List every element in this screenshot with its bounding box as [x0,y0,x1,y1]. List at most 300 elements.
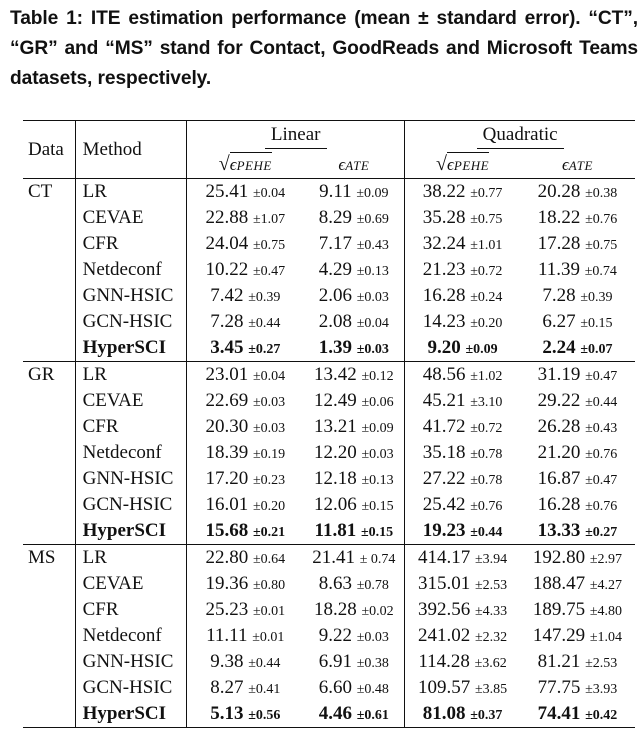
mean-value: 32.24 [422,233,466,254]
mean-value: 11.81 [314,520,357,541]
linear-ate-cell [303,440,404,466]
dataset-label [23,440,75,466]
dataset-label [23,492,75,518]
table-row [23,571,635,597]
mean-value: 414.17 [417,547,471,568]
dataset-label [23,701,75,728]
table-row [23,283,635,309]
linear-pehe-cell [187,571,304,597]
std-error-value: ±0.77 [470,186,503,201]
std-error-value: ±2.97 [589,552,623,567]
std-error-value: ±0.76 [585,447,618,462]
method-name: CEVAE [75,571,187,597]
std-error-value: ±0.03 [361,447,394,462]
dataset-label [23,675,75,701]
dataset-label [23,414,75,440]
dataset-label: GR [23,362,75,389]
mean-value: 8.27 [210,677,244,698]
mean-value: 3.45 [210,337,244,358]
table-row [23,257,635,283]
mean-value: 2.08 [318,311,352,332]
mean-value: 12.18 [313,468,357,489]
mean-value: 9.20 [427,337,461,358]
std-error-value: ±0.78 [470,447,503,462]
mean-value: 35.18 [422,442,466,463]
results-table-container [23,120,635,728]
quadratic-pehe-cell [405,179,520,206]
mean-value: 4.29 [318,259,352,280]
std-error-value: ±0.75 [470,212,503,227]
quadratic-pehe-cell [405,492,520,518]
std-error-value: ±4.27 [589,578,623,593]
table-row [23,649,635,675]
linear-pehe-cell [187,362,304,389]
mean-value: 13.42 [313,364,357,385]
std-error-value: ±0.06 [361,395,394,410]
dataset-label [23,466,75,492]
dataset-label [23,597,75,623]
quadratic-ate-cell [520,257,635,283]
mean-value: 18.28 [313,599,357,620]
quadratic-pehe-cell [405,440,520,466]
table-row [23,388,635,414]
mean-value: 16.28 [537,494,581,515]
std-error-value: ±0.43 [585,421,618,436]
std-error-value: ±0.47 [252,264,286,279]
linear-pehe-cell [187,309,304,335]
mean-value: 7.28 [210,311,244,332]
quadratic-ate-cell [520,179,635,206]
mean-value: 31.19 [537,364,581,385]
std-error-value: ±1.04 [589,630,623,645]
std-error-value: ±2.53 [474,578,508,593]
dataset-label [23,205,75,231]
std-error-value: ±0.44 [248,316,281,331]
mean-value: 22.88 [205,207,249,228]
quadratic-ate-cell [520,231,635,257]
std-error-value: ±0.27 [248,342,281,357]
linear-ate-cell [303,283,404,309]
mean-value: 22.80 [205,547,249,568]
table-caption: Table 1: ITE estimation performance (mean ± standard error). “CT”, “GR” and “MS” stand for Contact, GoodReads and Microsoft Teams datasets, respectively. [10,8,638,89]
std-error-value: ±0.72 [470,421,503,436]
mean-value: 147.29 [532,625,586,646]
std-error-value: ±0.19 [252,447,286,462]
mean-value: 21.20 [537,442,581,463]
mean-value: 18.22 [537,207,581,228]
std-error-value: ±0.69 [356,212,389,227]
dataset-label [23,309,75,335]
header-quadratic-pehe: √ϵPEHE [405,151,520,179]
std-error-value: ±0.04 [356,316,389,331]
std-error-value: ±0.37 [470,708,503,723]
linear-ate-cell [303,231,404,257]
method-name: GCN-HSIC [75,675,187,701]
mean-value: 2.24 [542,337,576,358]
std-error-value: ±0.38 [585,186,618,201]
linear-pehe-cell [187,701,304,728]
std-error-value: ±0.76 [585,499,618,514]
method-name: CFR [75,597,187,623]
mean-value: 81.21 [537,651,581,672]
dataset-label: CT [23,179,75,206]
std-error-value: ±3.85 [474,682,508,697]
std-error-value: ±0.03 [356,290,389,305]
linear-ate-cell [303,701,404,728]
quadratic-pehe-cell [405,257,520,283]
method-name: LR [75,545,187,572]
mean-value: 7.42 [210,285,244,306]
std-error-value: ±0.41 [248,682,281,697]
std-error-value: ±0.80 [252,578,286,593]
std-error-value: ±0.09 [356,186,389,201]
quadratic-ate-cell [520,205,635,231]
std-error-value: ±0.13 [356,264,389,279]
quadratic-pehe-cell [405,466,520,492]
mean-value: 25.42 [422,494,466,515]
mean-value: 11.39 [537,259,580,280]
std-error-value: ±4.80 [589,604,623,619]
linear-ate-cell [303,675,404,701]
mean-value: 38.22 [422,181,466,202]
mean-value: 11.11 [206,625,248,646]
quadratic-ate-cell [520,492,635,518]
std-error-value: ±0.12 [361,369,394,384]
quadratic-ate-cell [520,440,635,466]
linear-ate-cell [303,518,404,545]
header-linear-label: Linear [265,124,327,149]
dataset-label: MS [23,545,75,572]
mean-value: 14.23 [422,311,466,332]
quadratic-pehe-cell [405,623,520,649]
std-error-value: ±1.01 [470,238,503,253]
mean-value: 35.28 [422,207,466,228]
std-error-value: ±0.56 [248,708,281,723]
mean-value: 20.28 [537,181,581,202]
quadratic-pehe-cell [405,701,520,728]
dataset-label [23,335,75,362]
quadratic-pehe-cell [405,309,520,335]
quadratic-ate-cell [520,518,635,545]
std-error-value: ±0.03 [356,342,389,357]
mean-value: 109.57 [417,677,471,698]
mean-value: 27.22 [422,468,466,489]
dataset-label [23,571,75,597]
linear-ate-cell [303,466,404,492]
mean-value: 7.17 [318,233,352,254]
linear-pehe-cell [187,440,304,466]
method-name: Netdeconf [75,440,187,466]
quadratic-ate-cell [520,388,635,414]
dataset-label [23,518,75,545]
quadratic-pehe-cell [405,335,520,362]
method-name: GCN-HSIC [75,492,187,518]
mean-value: 20.30 [205,416,249,437]
header-quadratic-label: Quadratic [477,124,564,149]
table-row [23,231,635,257]
quadratic-pehe-cell [405,414,520,440]
header-quadratic [405,121,635,152]
linear-ate-cell [303,597,404,623]
method-name: CEVAE [75,388,187,414]
linear-ate-cell [303,309,404,335]
mean-value: 48.56 [422,364,466,385]
std-error-value: ±0.15 [360,525,394,540]
quadratic-ate-cell [520,414,635,440]
table-row [23,335,635,362]
table-row [23,545,635,572]
std-error-value: ±0.78 [470,473,503,488]
quadratic-pehe-cell [405,571,520,597]
std-error-value: ±4.33 [474,604,508,619]
mean-value: 21.23 [422,259,466,280]
mean-value: 12.49 [313,390,357,411]
mean-value: 81.08 [422,703,466,724]
linear-pehe-cell [187,492,304,518]
quadratic-ate-cell [520,623,635,649]
linear-ate-cell [303,179,404,206]
table-row [23,179,635,206]
mean-value: 12.06 [313,494,357,515]
std-error-value: ±0.38 [356,656,389,671]
std-error-value: ±0.04 [252,186,286,201]
linear-pehe-cell [187,231,304,257]
method-name: HyperSCI [75,335,187,362]
linear-ate-cell [303,257,404,283]
mean-value: 13.33 [537,520,581,541]
table-row [23,518,635,545]
mean-value: 29.22 [537,390,581,411]
std-error-value: ±3.10 [470,395,503,410]
mean-value: 8.63 [318,573,352,594]
quadratic-pehe-cell [405,205,520,231]
mean-value: 74.41 [537,703,581,724]
mean-value: 9.38 [210,651,244,672]
std-error-value: ±0.01 [252,630,285,645]
std-error-value: ±0.75 [585,238,618,253]
method-name: CEVAE [75,205,187,231]
mean-value: 6.91 [318,651,352,672]
mean-value: 21.41 [312,547,355,568]
mean-value: 9.11 [319,181,352,202]
method-name: GNN-HSIC [75,649,187,675]
mean-value: 18.39 [205,442,249,463]
linear-pehe-cell [187,257,304,283]
quadratic-ate-cell [520,545,635,572]
std-error-value: ±0.03 [252,421,286,436]
mean-value: 12.20 [313,442,357,463]
quadratic-ate-cell [520,362,635,389]
std-error-value: ± 0.74 [359,552,396,567]
mean-value: 192.80 [532,547,586,568]
std-error-value: ±0.13 [361,473,394,488]
linear-pehe-cell [187,335,304,362]
linear-ate-cell [303,388,404,414]
quadratic-pehe-cell [405,362,520,389]
mean-value: 6.60 [318,677,352,698]
mean-value: 15.68 [205,520,249,541]
std-error-value: ±3.94 [474,552,508,567]
std-error-value: ±2.53 [585,656,618,671]
std-error-value: ±0.43 [356,238,389,253]
table-body [23,179,635,728]
table-row [23,675,635,701]
quadratic-pehe-cell [405,649,520,675]
mean-value: 2.06 [318,285,352,306]
mean-value: 114.28 [418,651,470,672]
table-row [23,362,635,389]
mean-value: 26.28 [537,416,581,437]
mean-value: 77.75 [537,677,581,698]
method-name: LR [75,179,187,206]
std-error-value: ±0.61 [356,708,389,723]
mean-value: 17.28 [537,233,581,254]
method-name: CFR [75,231,187,257]
mean-value: 41.72 [422,416,466,437]
std-error-value: ±0.21 [252,525,286,540]
table-row [23,623,635,649]
mean-value: 392.56 [417,599,471,620]
header-quadratic-ate: ϵATE [561,154,593,174]
mean-value: 19.36 [205,573,249,594]
linear-pehe-cell [187,597,304,623]
table-row [23,309,635,335]
std-error-value: ±0.48 [356,682,389,697]
std-error-value: ±0.75 [252,238,286,253]
std-error-value: ±0.39 [248,290,281,305]
std-error-value: ±0.47 [585,473,618,488]
table-row [23,205,635,231]
quadratic-pehe-cell [405,231,520,257]
std-error-value: ±0.76 [585,212,618,227]
linear-ate-cell [303,414,404,440]
std-error-value: ±0.74 [584,264,617,279]
header-linear-pehe: √ϵPEHE [187,151,304,179]
mean-value: 19.23 [422,520,466,541]
std-error-value: ±0.02 [361,604,394,619]
linear-ate-cell [303,623,404,649]
linear-pehe-cell [187,649,304,675]
quadratic-pehe-cell [405,675,520,701]
std-error-value: ±1.07 [252,212,286,227]
linear-ate-cell [303,545,404,572]
std-error-value: ±0.03 [356,630,389,645]
quadratic-ate-cell [520,675,635,701]
std-error-value: ±0.44 [585,395,618,410]
std-error-value: ±0.44 [248,656,281,671]
std-error-value: ±0.76 [470,499,503,514]
std-error-value: ±0.27 [585,525,618,540]
std-error-value: ±0.15 [580,316,613,331]
table-row [23,414,635,440]
std-error-value: ±3.62 [474,656,507,671]
sqrt-symbol: √ [218,153,230,175]
mean-value: 241.02 [417,625,471,646]
linear-pehe-cell [187,623,304,649]
std-error-value: ±0.72 [470,264,503,279]
std-error-value: ±0.09 [465,342,498,357]
ite-results-table [23,120,635,728]
table-row [23,440,635,466]
mean-value: 25.23 [205,599,249,620]
std-error-value: ±0.39 [580,290,613,305]
method-name: GNN-HSIC [75,466,187,492]
mean-value: 16.01 [205,494,249,515]
method-name: Netdeconf [75,257,187,283]
std-error-value: ±0.20 [470,316,503,331]
linear-ate-cell [303,362,404,389]
std-error-value: ±0.01 [252,604,286,619]
quadratic-pehe-cell [405,597,520,623]
dataset-label [23,649,75,675]
quadratic-pehe-cell [405,283,520,309]
linear-pehe-cell [187,179,304,206]
mean-value: 10.22 [205,259,249,280]
quadratic-ate-cell [520,335,635,362]
mean-value: 189.75 [532,599,586,620]
mean-value: 22.69 [205,390,249,411]
method-name: CFR [75,414,187,440]
linear-ate-cell [303,571,404,597]
quadratic-ate-cell [520,597,635,623]
table-row [23,701,635,728]
table-row [23,492,635,518]
std-error-value: ±0.03 [252,395,286,410]
linear-pehe-cell [187,518,304,545]
quadratic-ate-cell [520,571,635,597]
std-error-value: ±1.02 [470,369,503,384]
mean-value: 4.46 [318,703,352,724]
dataset-label [23,623,75,649]
linear-ate-cell [303,649,404,675]
std-error-value: ±0.47 [585,369,618,384]
linear-pehe-cell [187,414,304,440]
std-error-value: ±0.04 [252,369,286,384]
std-error-value: ±2.32 [474,630,508,645]
linear-pehe-cell [187,545,304,572]
std-error-value: ±0.24 [470,290,503,305]
table-row [23,597,635,623]
mean-value: 25.41 [205,181,249,202]
method-name: LR [75,362,187,389]
method-name: Netdeconf [75,623,187,649]
quadratic-ate-cell [520,309,635,335]
linear-pehe-cell [187,205,304,231]
dataset-label [23,257,75,283]
mean-value: 7.28 [542,285,576,306]
sqrt-symbol: √ [436,153,448,175]
method-name: GCN-HSIC [75,309,187,335]
header-linear-ate: ϵATE [338,154,370,174]
mean-value: 17.20 [205,468,249,489]
std-error-value: ±0.44 [470,525,503,540]
quadratic-ate-cell [520,701,635,728]
dataset-label [23,283,75,309]
mean-value: 8.29 [318,207,352,228]
std-error-value: ±3.93 [585,682,618,697]
std-error-value: ±0.78 [356,578,389,593]
method-name: HyperSCI [75,701,187,728]
quadratic-pehe-cell [405,388,520,414]
linear-pehe-cell [187,675,304,701]
linear-ate-cell [303,492,404,518]
linear-pehe-cell [187,466,304,492]
mean-value: 24.04 [205,233,249,254]
linear-pehe-cell [187,283,304,309]
quadratic-ate-cell [520,466,635,492]
std-error-value: ±0.64 [252,552,286,567]
quadratic-pehe-cell [405,518,520,545]
